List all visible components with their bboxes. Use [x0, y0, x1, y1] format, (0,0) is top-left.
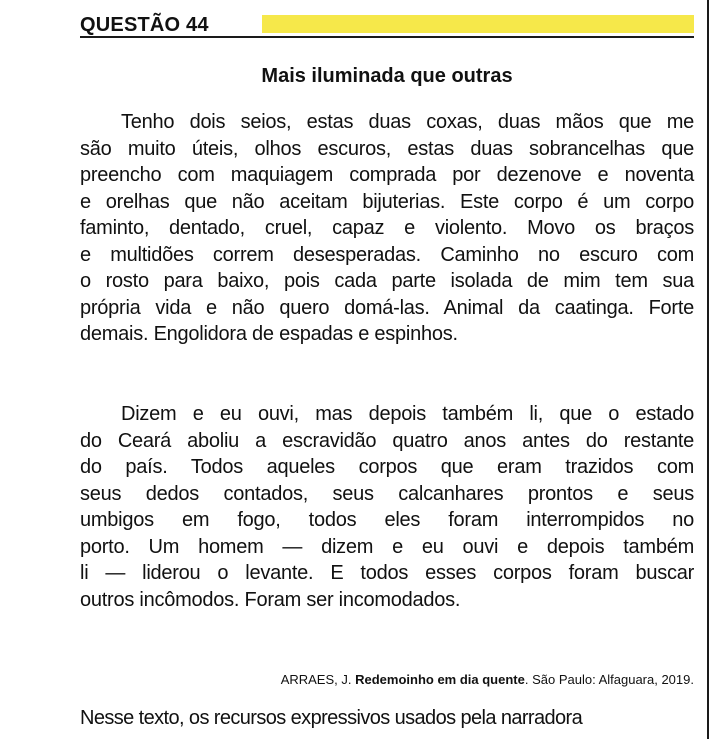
paragraph-line: do Ceará aboliu a escravidão quatro anos antes do restante [80, 429, 694, 452]
question-stem: Nesse texto, os recursos expressivos usados pela narradora [80, 707, 583, 729]
paragraph-line: e orelhas que não aceitam bijuterias. Este corpo é um corpo [80, 190, 694, 213]
paragraph-line: porto. Um homem — dizem e eu ouvi e depois também [80, 535, 694, 558]
paragraph-line: o rosto para baixo, pois cada parte isolada de mim tem sua [80, 270, 694, 292]
paragraph-line: própria vida e não quero domá-las. Animal da caatinga. Forte [80, 296, 694, 319]
paragraph-line: preencho com maquiagem comprada por dezenove e noventa [80, 164, 694, 186]
paragraph-line: outros incômodos. Foram ser incomodados. [80, 588, 461, 611]
paragraph-line: Tenho dois seios, estas duas coxas, duas mãos que me [121, 111, 694, 133]
right-border-line [707, 0, 709, 739]
question-number: QUESTÃO 44 [80, 14, 209, 36]
paragraph-line: seus dedos contados, seus calcanhares prontos e seus [80, 482, 694, 505]
paragraph-line: faminto, dentado, cruel, capaz e violento. Movo os braços [80, 217, 694, 239]
paragraph-line: e multidões correm desesperadas. Caminho no escuro com [80, 243, 694, 266]
source-author: ARRAES, J. [280, 672, 352, 687]
paragraph-1 [80, 109, 694, 348]
paragraph-line: li — liderou o levante. E todos esses corpos foram buscar [80, 562, 694, 584]
paragraph-line: umbigos em fogo, todos eles foram interrompidos no [80, 509, 694, 531]
paragraph-line: são muito úteis, olhos escuros, estas duas sobrancelhas que [80, 137, 694, 160]
source-book-title: Redemoinho em dia quente [355, 672, 525, 687]
text-title: Mais iluminada que outras [261, 65, 513, 87]
question-header [80, 12, 694, 38]
header-highlight-bar [262, 15, 694, 33]
paragraph-line: do país. Todos aqueles corpos que eram trazidos com [80, 456, 694, 478]
paragraph-line: Dizem e eu ouvi, mas depois também li, que o estado [121, 403, 694, 425]
paragraph-2 [80, 401, 694, 613]
source-citation [80, 672, 694, 688]
header-underline [80, 36, 694, 38]
source-publisher: . São Paulo: Alfaguara, 2019. [524, 672, 694, 687]
paragraph-line: demais. Engolidora de espadas e espinhos. [80, 323, 458, 345]
